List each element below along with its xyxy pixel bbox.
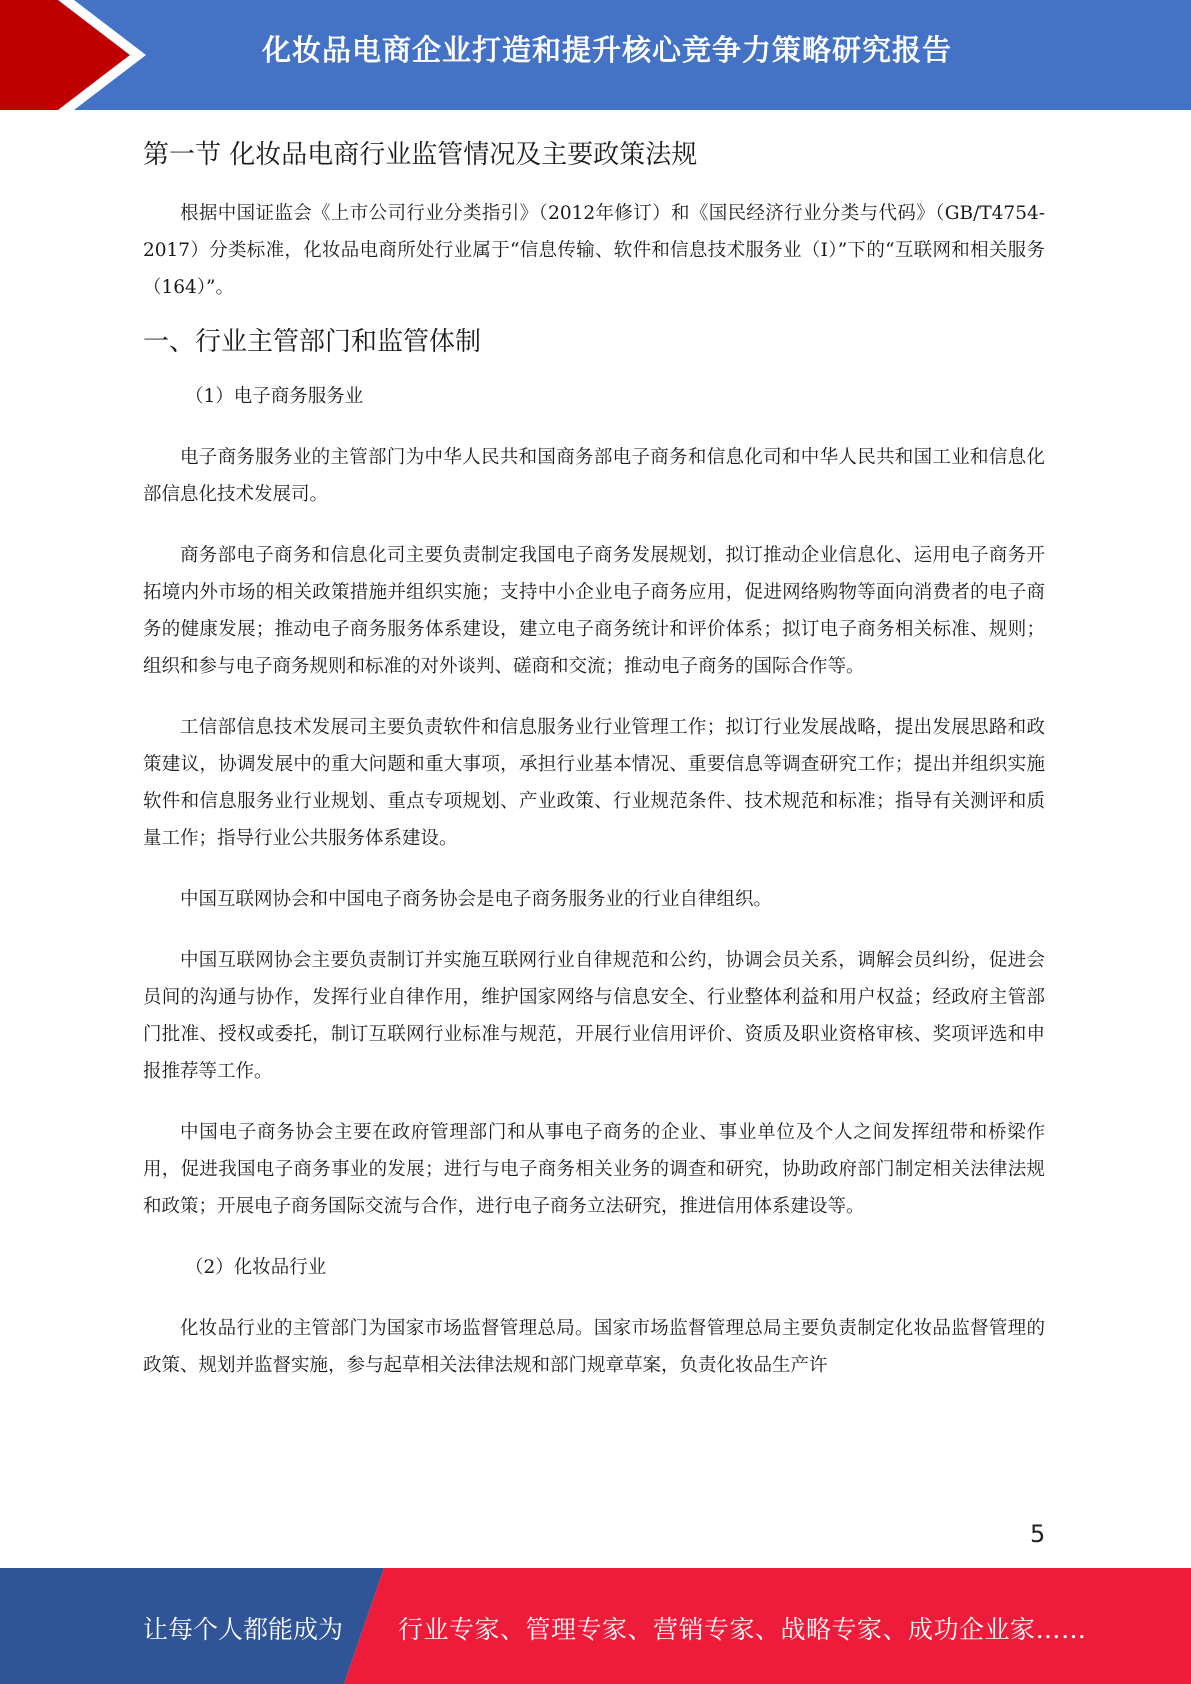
section-title: 第一节 化妆品电商行业监管情况及主要政策法规 bbox=[143, 140, 698, 170]
list-item-cosmetics: （2）化妆品行业 bbox=[185, 1257, 327, 1278]
footer-slogan-right: 行业专家、管理专家、营销专家、战略专家、成功企业家…… bbox=[398, 1615, 1087, 1644]
paragraph: 商务部电子商务和信息化司主要负责制定我国电子商务发展规划，拟订推动企业信息化、运用电子商务开拓境内外市场的相关政策措施并组织实施；支持中小企业电子商务应用，促进网络购物等面向消费者的电子商务的健康发展；推动电子商务服务体系建设，建立电子商务统计和评价体系；拟订电子商务相关标准、规则；组织和参与电子商务规则和标准的对外谈判、磋商和交流；推动电子商务的国际合作等。 bbox=[143, 545, 1045, 677]
page-number: 5 bbox=[1030, 1520, 1046, 1548]
list-item-ecommerce: （1）电子商务服务业 bbox=[185, 386, 364, 407]
paragraph: 电子商务服务业的主管部门为中华人民共和国商务部电子商务和信息化司和中华人民共和国工业和信息化部信息化技术发展司。 bbox=[143, 447, 1045, 505]
intro-paragraph: 根据中国证监会《上市公司行业分类指引》（2012年修订）和《国民经济行业分类与代码》（GB/T4754-2017）分类标准，化妆品电商所处行业属于“信息传输、软件和信息技术服务业（I）”下的“互联网和相关服务（164）”。 bbox=[143, 203, 1045, 298]
report-title: 化妆品电商企业打造和提升核心竞争力策略研究报告 bbox=[262, 33, 953, 67]
subsection-title: 一、行业主管部门和监管体制 bbox=[143, 327, 482, 357]
paragraph: 中国互联网协会和中国电子商务协会是电子商务服务业的行业自律组织。 bbox=[180, 889, 773, 910]
main-content bbox=[143, 125, 1045, 1408]
header-banner bbox=[0, 0, 1191, 110]
paragraph: 化妆品行业的主管部门为国家市场监督管理总局。国家市场监督管理总局主要负责制定化妆品监督管理的政策、规划并监督实施，参与起草相关法律法规和部门规章草案，负责化妆品生产许 bbox=[143, 1318, 1045, 1376]
paragraph: 中国互联网协会主要负责制订并实施互联网行业自律规范和公约，协调会员关系，调解会员纠纷，促进会员间的沟通与协作，发挥行业自律作用，维护国家网络与信息安全、行业整体利益和用户权益；经政府主管部门批准、授权或委托，制订互联网行业标准与规范，开展行业信用评价、资质及职业资格审核、奖项评选和申报推荐等工作。 bbox=[143, 950, 1045, 1082]
footer-slogan-left: 让每个人都能成为 bbox=[143, 1615, 344, 1644]
paragraph: 工信部信息技术发展司主要负责软件和信息服务业行业管理工作；拟订行业发展战略，提出发展思路和政策建议，协调发展中的重大问题和重大事项，承担行业基本情况、重要信息等调查研究工作；提出并组织实施软件和信息服务业行业规划、重点专项规划、产业政策、行业规范条件、技术规范和标准；指导有关测评和质量工作；指导行业公共服务体系建设。 bbox=[143, 717, 1045, 849]
paragraph: 中国电子商务协会主要在政府管理部门和从事电子商务的企业、事业单位及个人之间发挥纽带和桥梁作用，促进我国电子商务事业的发展；进行与电子商务相关业务的调查和研究，协助政府部门制定相关法律法规和政策；开展电子商务国际交流与合作，进行电子商务立法研究，推进信用体系建设等。 bbox=[143, 1122, 1045, 1217]
footer-banner bbox=[0, 1568, 1191, 1684]
